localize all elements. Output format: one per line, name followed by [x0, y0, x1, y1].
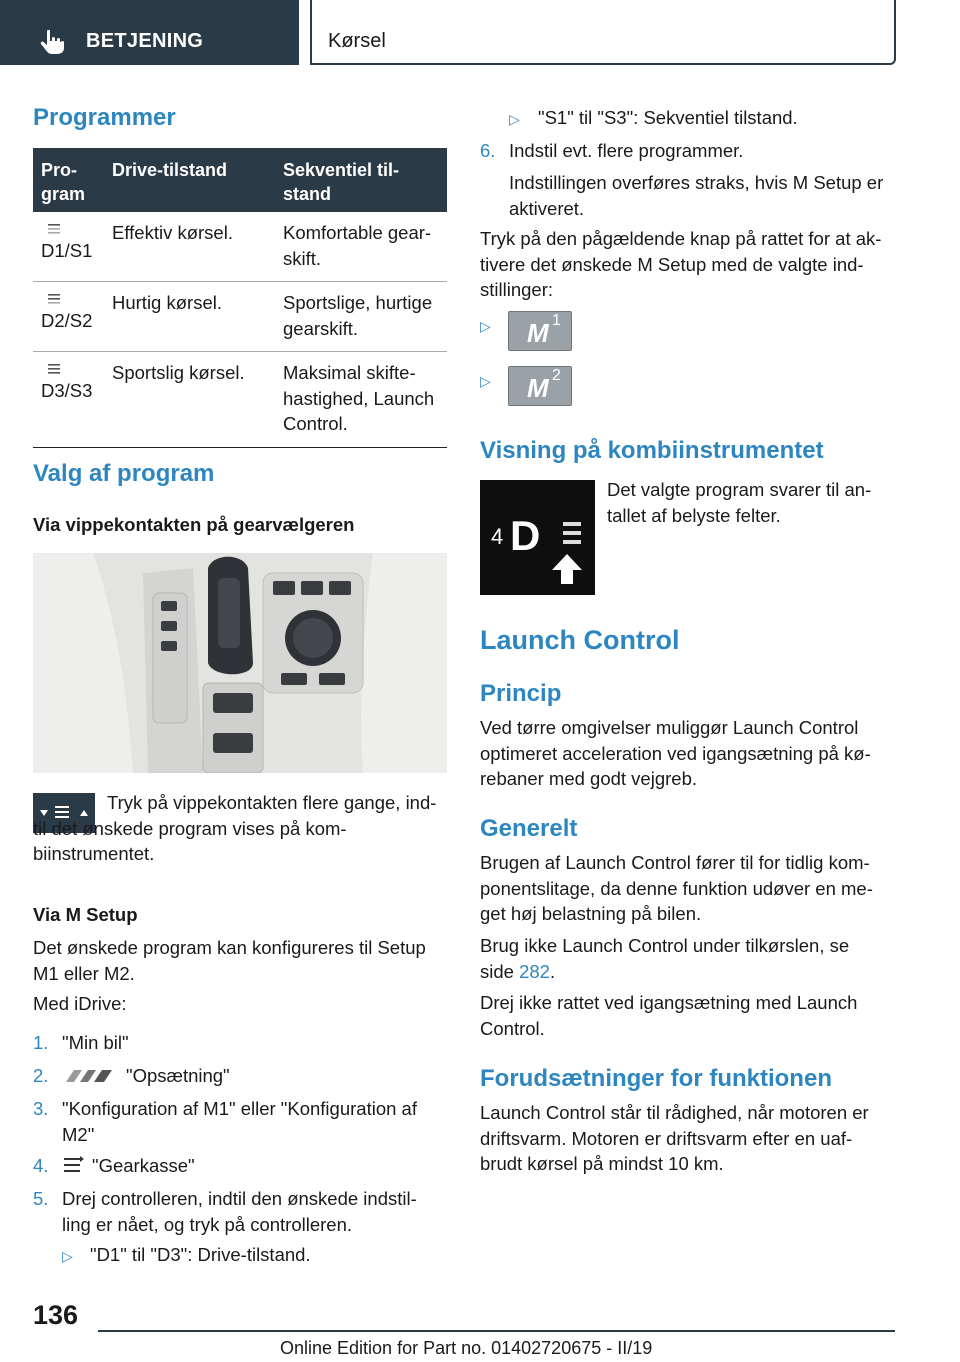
- list-item: 4.: [33, 1155, 49, 1176]
- med-idrive-text: Med iDrive:: [33, 993, 127, 1014]
- princip-heading: Princip: [480, 680, 562, 707]
- gear-letter: D: [510, 512, 541, 559]
- sub-bullet: ▷: [480, 318, 491, 334]
- gear-program-1-icon: [47, 222, 63, 234]
- header-section-title: BETJENING: [86, 30, 204, 52]
- header-chapter-box: [310, 0, 896, 65]
- instrument-cluster-image: [480, 480, 595, 595]
- header-chapter-title: Kørsel: [328, 30, 386, 52]
- step-6-text: Indstil evt. flere programmer.: [509, 140, 744, 161]
- list-item: 2.: [33, 1065, 49, 1086]
- page-link-282[interactable]: 282: [519, 960, 550, 982]
- visning-text: Det valgte program svarer til an- tallet af belyste felter.: [607, 479, 872, 526]
- list-item: 6.: [480, 140, 496, 161]
- setup-text: Det ønskede program kan konfigureres til Setup M1 eller M2.: [33, 937, 426, 984]
- sub-d-text: "D1" til "D3": Drive-tilstand.: [90, 1244, 311, 1265]
- seq-cell: Maksimal skifte- hastighed, Launch Control.: [275, 352, 447, 448]
- seq-cell: Komfortable gear- skift.: [275, 212, 447, 282]
- tryk-text: Tryk på vippekontakten flere gange, ind- til det ønskede program vises på kom- biinstrumentet.: [33, 792, 437, 864]
- upshift-arrow-icon: [550, 552, 584, 586]
- hand-pointer-icon: [40, 29, 68, 55]
- edition-text: Online Edition for Part no. 01402720675 - II/19: [280, 1338, 653, 1358]
- list-item: 3.: [33, 1098, 49, 1119]
- gear-selector-photo: [33, 553, 447, 773]
- gear-number: 4: [491, 524, 504, 549]
- programmer-heading: Programmer: [33, 104, 176, 131]
- step-1-text: "Min bil": [62, 1032, 129, 1053]
- gearbox-icon: [62, 1156, 84, 1174]
- programmer-table: [33, 148, 447, 448]
- step-6b-text: Indstillingen overføres straks, hvis M Setup er aktiveret.: [509, 172, 884, 219]
- drive-cell: Effektiv kørsel.: [104, 212, 275, 282]
- visning-heading: Visning på kombiinstrumentet: [480, 437, 824, 464]
- tryk-m-text: Tryk på den pågældende knap på rattet for at ak- tivere det ønskede M Setup med de valgte ind- stillinger:: [480, 228, 882, 300]
- col-header-drive: Drive-tilstand: [104, 148, 275, 212]
- sub-bullet: ▷: [62, 1248, 73, 1264]
- header-section-tab: [0, 0, 299, 65]
- m-setup-subheading: Via M Setup: [33, 904, 138, 925]
- footer-rule: [98, 1330, 895, 1332]
- sub-bullet: ▷: [480, 373, 491, 389]
- step-2-text: "Opsætning": [126, 1065, 230, 1086]
- program-cell: D2/S2: [33, 282, 104, 352]
- list-item: 1.: [33, 1032, 49, 1053]
- generelt-text-1: Brugen af Launch Control fører til for tidlig kom- ponentslitage, da denne funktion udøver en me- get høj belastning på bilen.: [480, 852, 873, 924]
- page-number: 136: [33, 1300, 79, 1330]
- vippekontakt-subheading: Via vippekontakten på gearvælgeren: [33, 514, 355, 535]
- table-row: [33, 352, 447, 448]
- seq-cell: Sportslige, hurtige gearskift.: [275, 282, 447, 352]
- generelt-heading: Generelt: [480, 815, 578, 842]
- list-item: 5.: [33, 1188, 49, 1209]
- m2-button-icon: M 2: [508, 366, 572, 406]
- sub-bullet: ▷: [509, 111, 520, 127]
- step-3-text: "Konfiguration af M1" eller "Konfiguration af M2": [62, 1098, 417, 1145]
- step-5-text: Drej controlleren, indtil den ønskede indstil- ling er nået, og tryk på controlleren.: [62, 1188, 417, 1235]
- settings-stripes-icon: [62, 1068, 118, 1084]
- step-4-text: "Gearkasse": [92, 1155, 195, 1176]
- generelt-text-3: Drej ikke rattet ved igangsætning med Launch Control.: [480, 992, 858, 1039]
- program-stripes-icon: [563, 520, 587, 546]
- col-header-program: Pro- gram: [33, 148, 104, 212]
- gear-program-3-icon: [47, 362, 63, 374]
- forudsaetninger-heading: Forudsætninger for funktionen: [480, 1065, 832, 1092]
- sub-s-text: "S1" til "S3": Sekventiel tilstand.: [538, 107, 798, 128]
- col-header-seq: Sekventiel til- stand: [275, 148, 447, 212]
- valg-heading: Valg af program: [33, 460, 215, 487]
- drive-cell: Hurtig kørsel.: [104, 282, 275, 352]
- table-row: [33, 212, 447, 282]
- princip-text: Ved tørre omgivelser muliggør Launch Control optimeret acceleration ved igangsætning på kø- rebaner med godt vejgreb.: [480, 717, 871, 789]
- generelt-text-2: Brug ikke Launch Control under tilkørslen, se side 282.: [480, 935, 850, 982]
- program-cell: D3/S3: [33, 352, 104, 448]
- launch-control-heading: Launch Control: [480, 625, 680, 655]
- forudsaetninger-text: Launch Control står til rådighed, når motoren er driftsvarm. Motoren er driftsvarm efter en uaf- brudt kørsel på mindst 10 km.: [480, 1102, 869, 1174]
- program-cell: D1/S1: [33, 212, 104, 282]
- m1-button-icon: M 1: [508, 311, 572, 351]
- table-row: [33, 282, 447, 352]
- drive-cell: Sportslig kørsel.: [104, 352, 275, 448]
- gear-program-2-icon: [47, 292, 63, 304]
